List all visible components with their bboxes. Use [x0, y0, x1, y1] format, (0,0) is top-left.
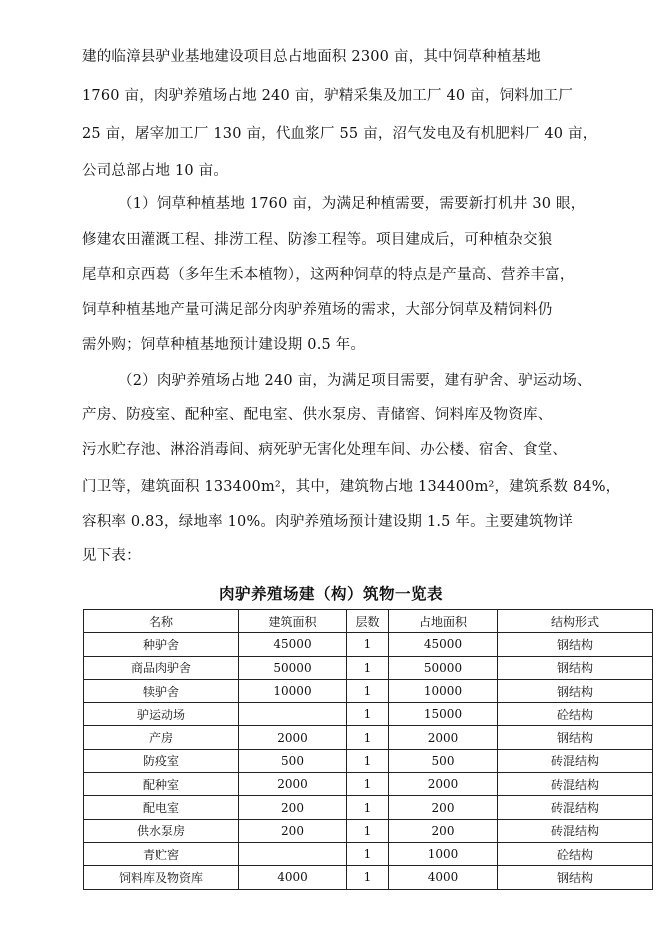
table-cell: 1 [347, 819, 389, 842]
table-row [84, 866, 653, 889]
table-cell: 1 [347, 749, 389, 772]
table-cell: 1000 [389, 842, 498, 865]
table-row [84, 726, 653, 749]
paragraph-line: 尾草和京西葛（多年生禾本植物），这两种饲草的特点是产量高、营养丰富， [82, 267, 575, 283]
table-cell: 50000 [239, 656, 347, 679]
paragraph-line: 污水贮存池、淋浴消毒间、病死驴无害化处理车间、办公楼、宿舍、食堂、 [82, 442, 568, 458]
paragraph-line: 容积率 0.83，绿地率 10%。肉驴养殖场预计建设期 1.5 年。主要建筑物详 [82, 514, 574, 530]
paragraph-line: 饲草种植基地产量可满足部分肉驴养殖场的需求，大部分饲草及精饲料仍 [82, 302, 553, 318]
table-cell: 500 [239, 749, 347, 772]
table-cell: 45000 [389, 633, 498, 656]
table-cell: 钢结构 [498, 726, 653, 749]
paragraph-line: 修建农田灌溉工程、排涝工程、防渗工程等。项目建成后，可种植杂交狼 [82, 232, 553, 248]
table-cell: 砖混结构 [498, 796, 653, 819]
table-cell: 1 [347, 656, 389, 679]
table-cell: 产房 [84, 726, 239, 749]
header-cell: 结构形式 [498, 610, 653, 633]
table-cell: 钢结构 [498, 633, 653, 656]
header-cell: 层数 [347, 610, 389, 633]
table-row [84, 703, 653, 726]
paragraph-line: （2）肉驴养殖场占地 240 亩，为满足项目需要，建有驴舍、驴运动场、 [118, 373, 592, 389]
table-cell: 1 [347, 796, 389, 819]
table-cell: 50000 [389, 656, 498, 679]
paragraph-line: 门卫等，建筑面积 133400m²，其中，建筑物占地 134400m²，建筑系数 84%， [82, 479, 621, 495]
table-cell: 200 [239, 796, 347, 819]
table-cell: 犊驴舍 [84, 679, 239, 702]
table-row [84, 842, 653, 865]
paragraph-line: 公司总部占地 10 亩。 [82, 163, 229, 179]
table-row [84, 633, 653, 656]
table-cell: 驴运动场 [84, 703, 239, 726]
table-cell: 1 [347, 842, 389, 865]
table-cell: 砖混结构 [498, 819, 653, 842]
paragraph-line: 25 亩，屠宰加工厂 130 亩，代血浆厂 55 亩，沼气发电及有机肥料厂 40 亩， [82, 126, 598, 142]
table-cell: 1 [347, 703, 389, 726]
table-cell: 砼结构 [498, 842, 653, 865]
paragraph-line: 见下表： [82, 548, 141, 564]
table-cell: 1 [347, 726, 389, 749]
table-cell: 15000 [389, 703, 498, 726]
table-cell: 饲料库及物资库 [84, 866, 239, 889]
table-cell: 供水泵房 [84, 819, 239, 842]
table-cell: 2000 [239, 773, 347, 796]
table-cell [239, 842, 347, 865]
header-cell: 名称 [84, 610, 239, 633]
table-cell: 配种室 [84, 773, 239, 796]
table-cell: 2000 [389, 773, 498, 796]
table-cell: 4000 [389, 866, 498, 889]
table-cell: 钢结构 [498, 866, 653, 889]
table-cell: 钢结构 [498, 656, 653, 679]
table-row [84, 679, 653, 702]
table-cell: 砖混结构 [498, 749, 653, 772]
paragraph-line: 1760 亩，肉驴养殖场占地 240 亩，驴精采集及加工厂 40 亩，饲料加工厂 [82, 88, 574, 104]
table-cell: 1 [347, 633, 389, 656]
table-row [84, 749, 653, 772]
table-cell: 200 [239, 819, 347, 842]
table-cell: 1 [347, 866, 389, 889]
table-cell: 2000 [239, 726, 347, 749]
table-cell: 种驴舍 [84, 633, 239, 656]
table-row [84, 773, 653, 796]
paragraph-line: （1）饲草种植基地 1760 亩，为满足种植需要，需要新打机井 30 眼， [118, 196, 586, 212]
table-cell: 青贮窖 [84, 842, 239, 865]
table-cell: 45000 [239, 633, 347, 656]
table-cell: 配电室 [84, 796, 239, 819]
table-header-row [84, 610, 653, 633]
buildings-table [83, 609, 653, 890]
table-cell: 500 [389, 749, 498, 772]
header-cell: 建筑面积 [239, 610, 347, 633]
table-cell: 4000 [239, 866, 347, 889]
table-body [84, 633, 653, 889]
table-cell [239, 703, 347, 726]
table-cell: 砖混结构 [498, 773, 653, 796]
table-cell: 钢结构 [498, 679, 653, 702]
table-cell: 10000 [389, 679, 498, 702]
table-cell: 200 [389, 819, 498, 842]
table-row [84, 819, 653, 842]
table-row [84, 796, 653, 819]
table-cell: 10000 [239, 679, 347, 702]
table-cell: 1 [347, 773, 389, 796]
table-cell: 200 [389, 796, 498, 819]
paragraph-line: 建的临漳县驴业基地建设项目总占地面积 2300 亩，其中饲草种植基地 [82, 49, 541, 65]
table-cell: 2000 [389, 726, 498, 749]
paragraph-line: 需外购；饲草种植基地预计建设期 0.5 年。 [82, 337, 366, 353]
table-cell: 商品肉驴舍 [84, 656, 239, 679]
table-row [84, 656, 653, 679]
table-cell: 防疫室 [84, 749, 239, 772]
table-cell: 砼结构 [498, 703, 653, 726]
table-cell: 1 [347, 679, 389, 702]
header-cell: 占地面积 [389, 610, 498, 633]
paragraph-line: 产房、防疫室、配种室、配电室、供水泵房、青储窖、饲料库及物资库、 [82, 407, 553, 423]
table-caption: 肉驴养殖场建（构）筑物一览表 [218, 584, 443, 603]
